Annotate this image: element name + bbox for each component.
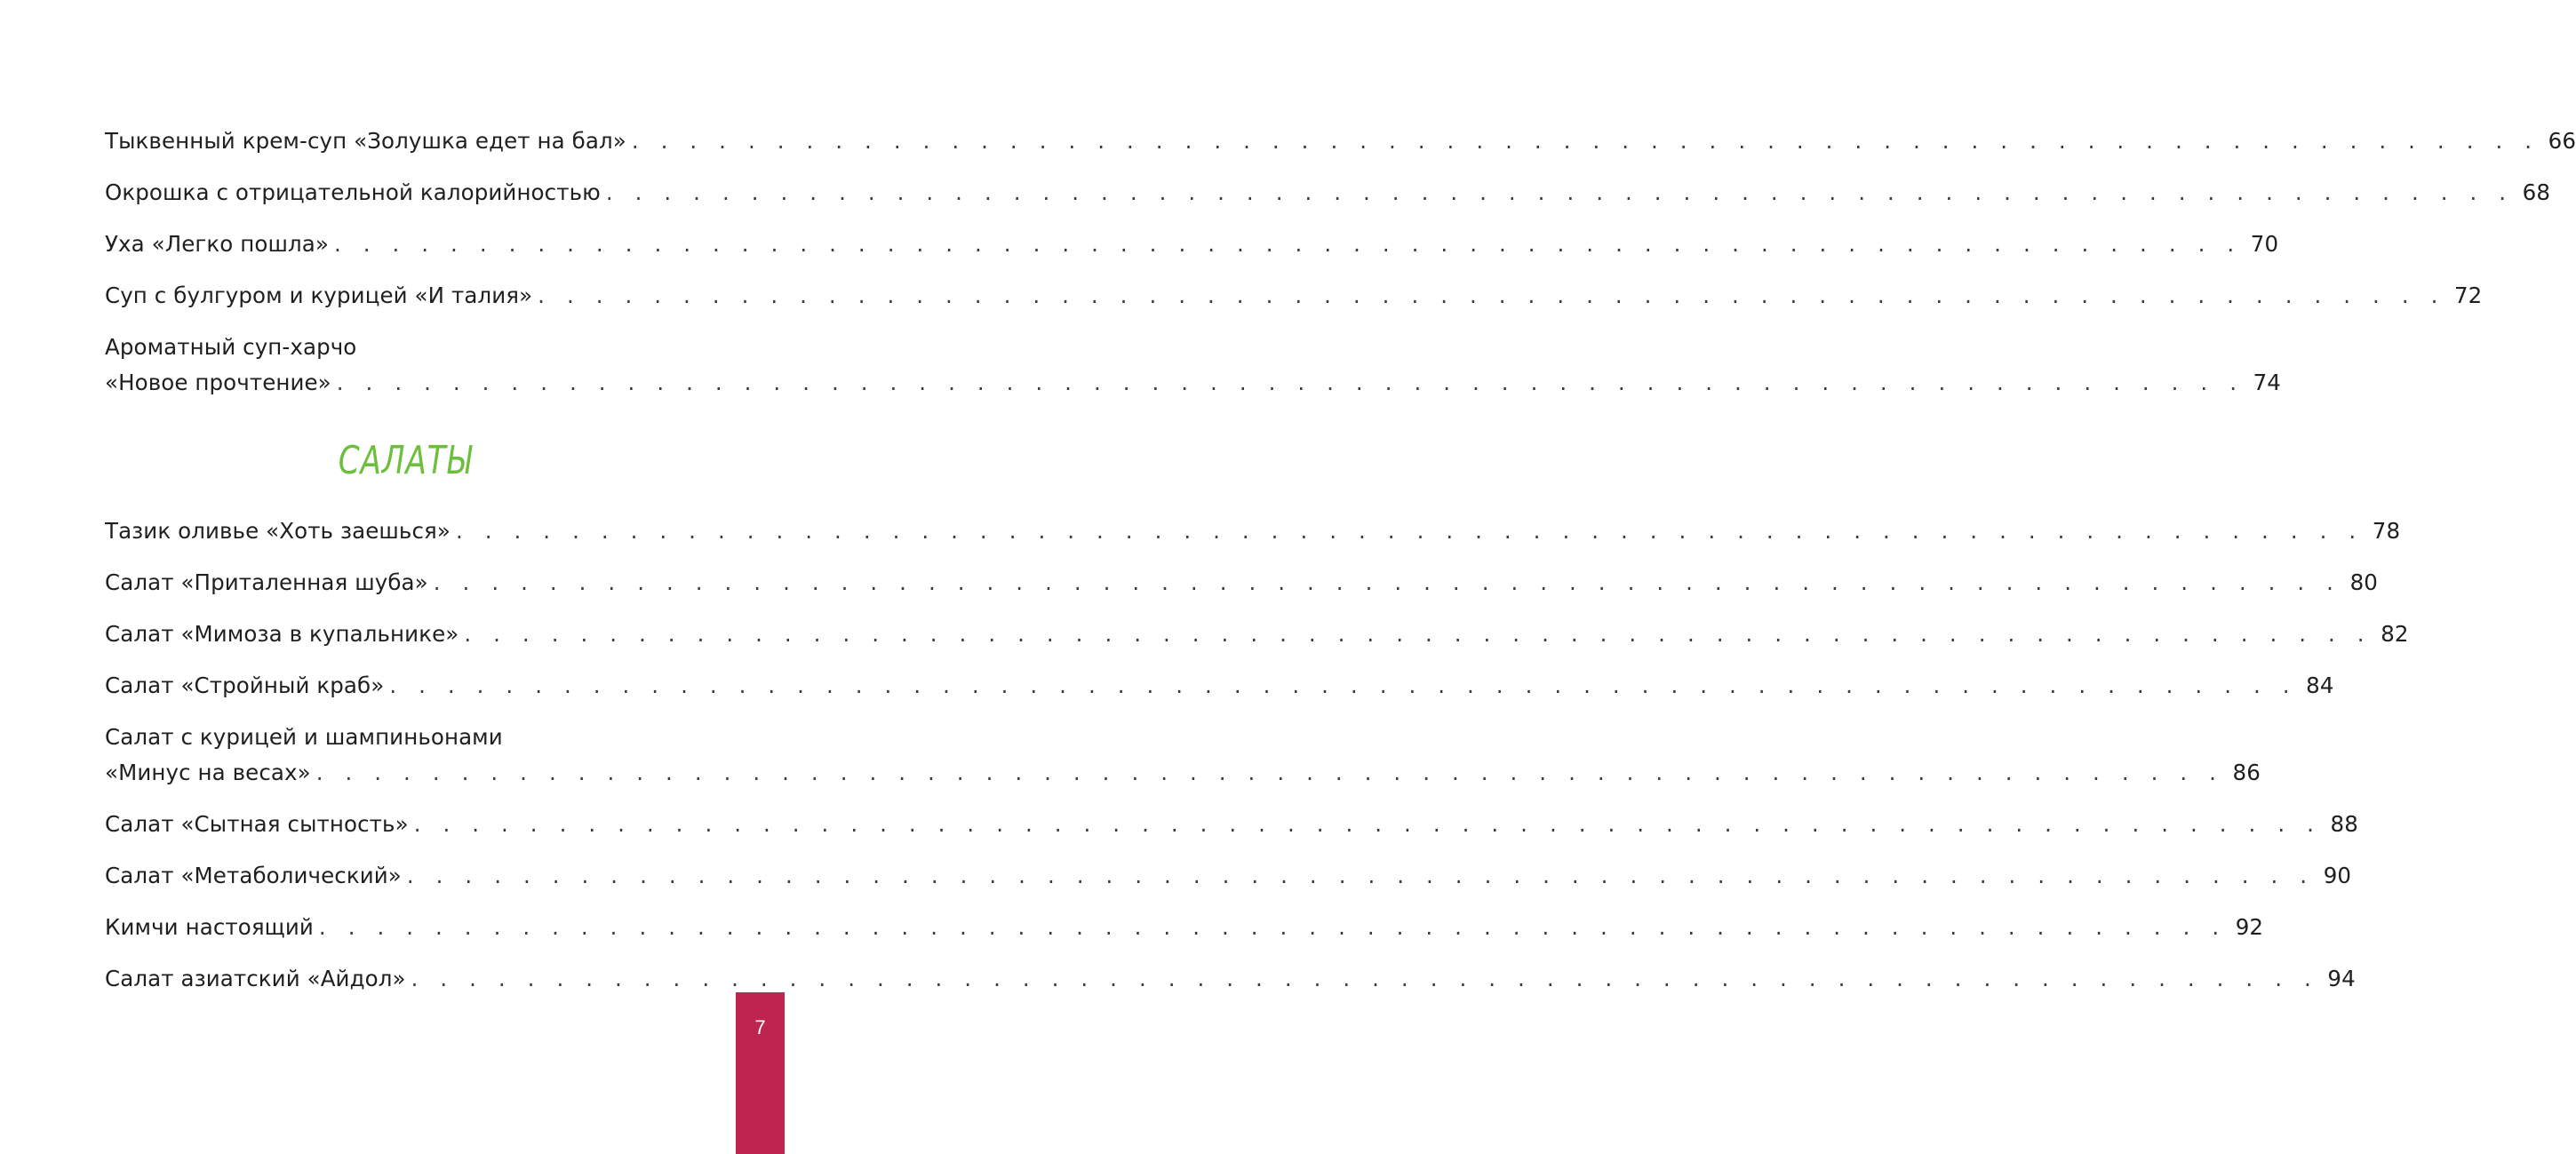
toc-entry[interactable]: [105, 175, 2551, 211]
toc-entry[interactable]: [105, 565, 2378, 601]
entry-title: Салат «Стройный краб»: [105, 673, 385, 698]
entry-title: Салат «Мимоза в купальнике»: [105, 621, 459, 647]
entry-page-number: 78: [2372, 518, 2401, 544]
toc-entry[interactable]: [105, 910, 2264, 945]
toc-entry[interactable]: [105, 617, 2409, 652]
toc-entry[interactable]: [105, 807, 2358, 842]
dot-leader: . . . . . . . . . . . . . . . . . . . . . . . . . . . . . . . . . . . . . . . . . . . . . . . . . . . . . . . . . . . . . . . . . .: [389, 673, 2298, 698]
dot-leader: . . . . . . . . . . . . . . . . . . . . . . . . . . . . . . . . . . . . . . . . . . . . . . . . . . . . . . . . . . . . . . . . . .: [336, 370, 2245, 395]
dot-leader: . . . . . . . . . . . . . . . . . . . . . . . . . . . . . . . . . . . . . . . . . . . . . . . . . . . . . . . . . . . . . . . . . .: [406, 863, 2315, 888]
toc-salads: [105, 513, 2409, 997]
entry-title: Тазик оливье «Хоть заешься»: [105, 518, 451, 544]
entry-title: «Новое прочтение»: [105, 370, 331, 395]
entry-page-number: 68: [2522, 179, 2551, 205]
page-number: 7: [754, 1016, 766, 1039]
entry-title: Салат азиатский «Айдол»: [105, 966, 406, 991]
entry-title: Салат «Метаболический»: [105, 863, 402, 888]
entry-page-number: 74: [2253, 370, 2281, 395]
dot-leader: . . . . . . . . . . . . . . . . . . . . . . . . . . . . . . . . . . . . . . . . . . . . . . . . . . . . . . . . . . . . . . . . . .: [413, 811, 2322, 837]
dot-leader: . . . . . . . . . . . . . . . . . . . . . . . . . . . . . . . . . . . . . . . . . . . . . . . . . . . . . . . . . . . . . . . . . .: [464, 621, 2373, 647]
entry-page-number: 84: [2306, 673, 2334, 698]
toc-entry[interactable]: [105, 513, 2401, 549]
entry-title: «Минус на весах»: [105, 760, 311, 785]
entry-title: Кимчи настоящий: [105, 914, 314, 940]
toc-entry[interactable]: [105, 278, 2483, 314]
entry-title-line1: Ароматный суп-харчо: [105, 334, 357, 360]
dot-leader: . . . . . . . . . . . . . . . . . . . . . . . . . . . . . . . . . . . . . . . . . . . . . . . . . . . . . . . . . . . . . . . . . .: [455, 518, 2364, 544]
dot-leader: . . . . . . . . . . . . . . . . . . . . . . . . . . . . . . . . . . . . . . . . . . . . . . . . . . . . . . . . . . . . . . . . . .: [631, 128, 2540, 154]
dot-leader: . . . . . . . . . . . . . . . . . . . . . . . . . . . . . . . . . . . . . . . . . . . . . . . . . . . . . . . . . . . . . . . . . .: [411, 966, 2319, 991]
dot-leader: . . . . . . . . . . . . . . . . . . . . . . . . . . . . . . . . . . . . . . . . . . . . . . . . . . . . . . . . . . . . . . . . . .: [605, 179, 2514, 205]
toc-soups: [105, 123, 2576, 401]
entry-title: Салат «Сытная сытность»: [105, 811, 409, 837]
entry-title: Салат «Приталенная шуба»: [105, 569, 428, 595]
dot-leader: . . . . . . . . . . . . . . . . . . . . . . . . . . . . . . . . . . . . . . . . . . . . . . . . . . . . . . . . . . . . . . . . . .: [318, 914, 2227, 940]
entry-page-number: 94: [2327, 966, 2356, 991]
dot-leader: . . . . . . . . . . . . . . . . . . . . . . . . . . . . . . . . . . . . . . . . . . . . . . . . . . . . . . . . . . . . . . . . . .: [315, 760, 2224, 785]
dot-leader: . . . . . . . . . . . . . . . . . . . . . . . . . . . . . . . . . . . . . . . . . . . . . . . . . . . . . . . . . . . . . . . . . .: [433, 569, 2341, 595]
toc-entry[interactable]: [105, 227, 2279, 262]
entry-title: Окрошка с отрицательной калорийностью: [105, 179, 601, 205]
entry-title: Тыквенный крем-суп «Золушка едет на бал»: [105, 128, 626, 154]
entry-page-number: 86: [2232, 760, 2261, 785]
section-title-salads: САЛАТЫ: [338, 438, 473, 483]
toc-entry[interactable]: [105, 858, 2352, 894]
dot-leader: . . . . . . . . . . . . . . . . . . . . . . . . . . . . . . . . . . . . . . . . . . . . . . . . . . . . . . . . . . . . . . . . . .: [538, 283, 2445, 308]
toc-entry[interactable]: [105, 720, 2261, 791]
toc-entry[interactable]: [105, 961, 2356, 997]
entry-page-number: 72: [2453, 283, 2483, 308]
toc-entry[interactable]: [105, 123, 2576, 159]
entry-page-number: 80: [2349, 569, 2378, 595]
entry-page-number: 92: [2235, 914, 2264, 940]
entry-page-number: 82: [2381, 621, 2409, 647]
toc-entry[interactable]: [105, 330, 2281, 401]
entry-page-number: 88: [2330, 811, 2358, 837]
entry-title: Суп с булгуром и курицей «И талия»: [105, 283, 533, 308]
entry-page-number: 90: [2323, 863, 2352, 888]
page-number-tab: [736, 992, 785, 1154]
entry-page-number: 70: [2250, 231, 2279, 257]
dot-leader: . . . . . . . . . . . . . . . . . . . . . . . . . . . . . . . . . . . . . . . . . . . . . . . . . . . . . . . . . . . . . . . . . .: [333, 231, 2242, 257]
entry-title: Уха «Легко пошла»: [105, 231, 329, 257]
entry-page-number: 66: [2548, 128, 2576, 154]
toc-entry[interactable]: [105, 668, 2334, 704]
entry-title-line1: Салат с курицей и шампиньонами: [105, 724, 503, 750]
